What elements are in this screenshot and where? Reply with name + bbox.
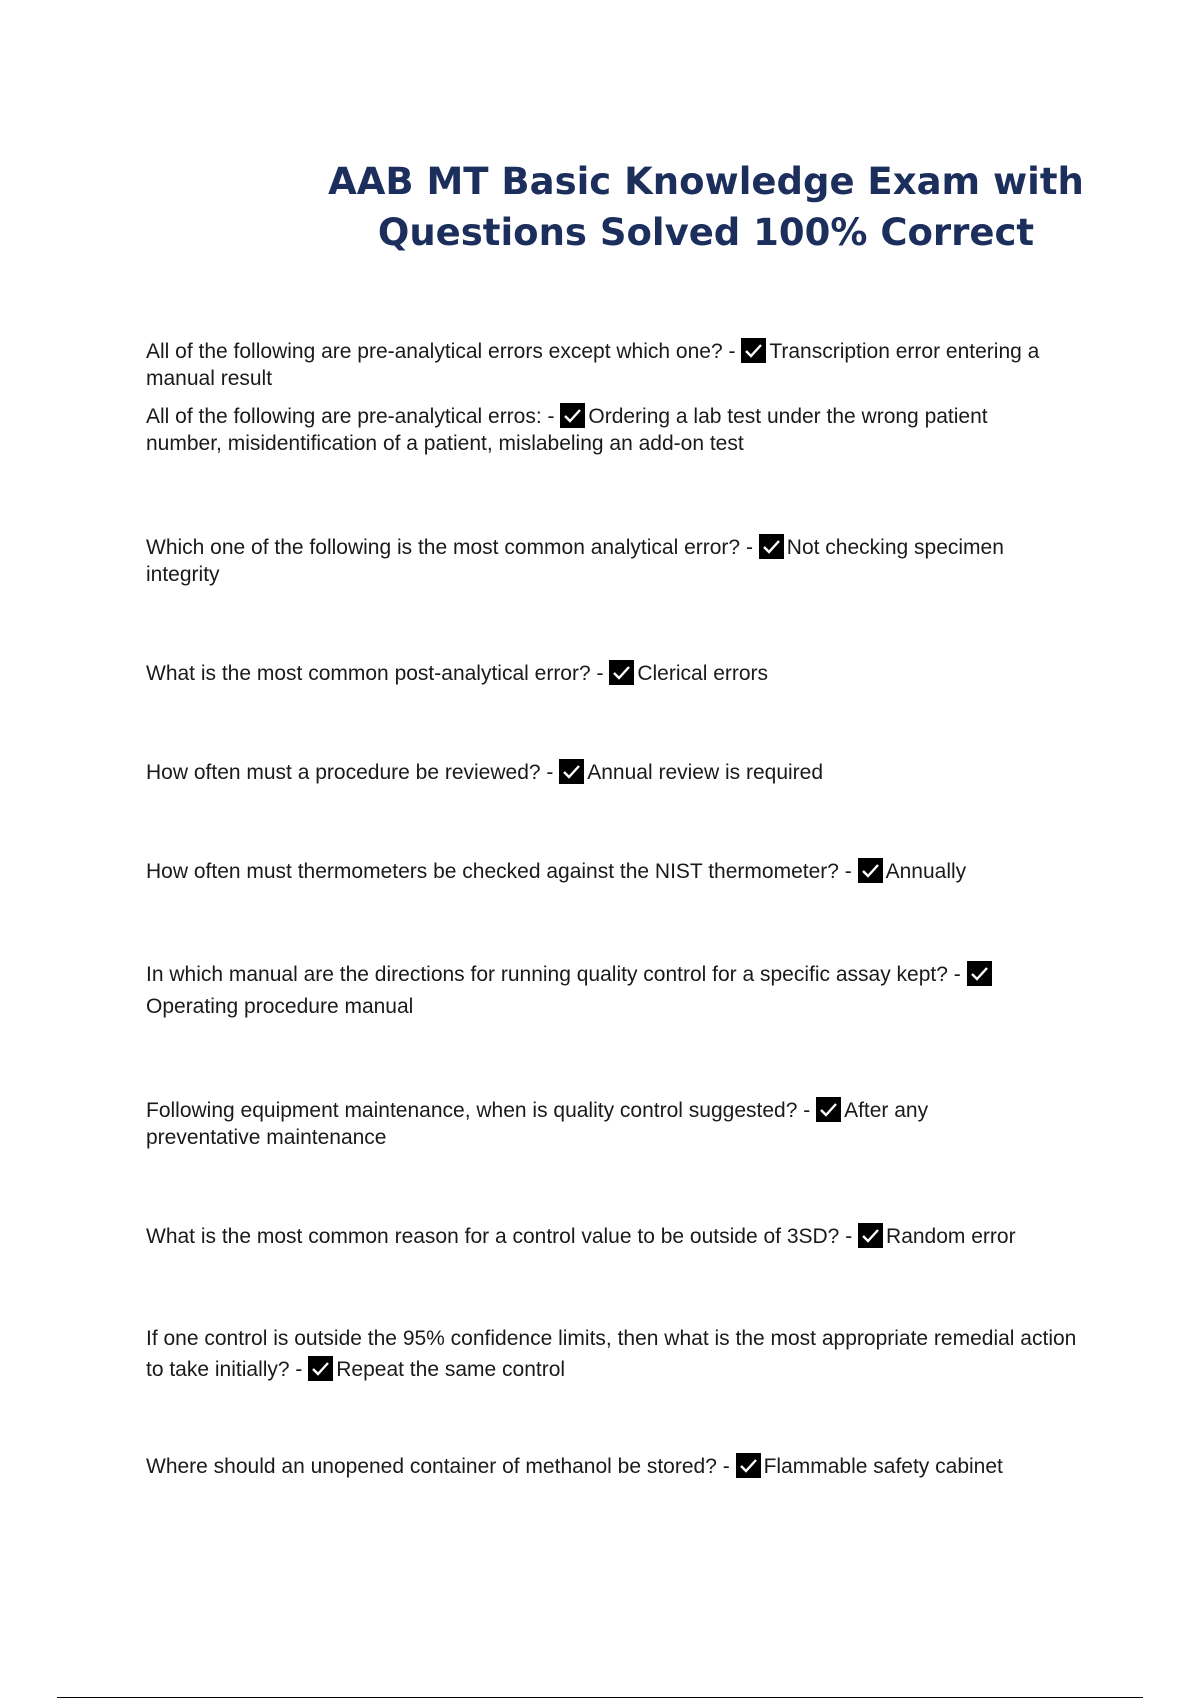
separator: - — [722, 340, 742, 363]
qa-item — [146, 759, 1096, 786]
separator: - — [540, 761, 560, 784]
checkmark-icon — [736, 1453, 761, 1478]
separator: - — [838, 860, 858, 883]
page-title: AAB MT Basic Knowledge Exam with Questions Solved 100% Correct — [328, 160, 1084, 254]
qa-item — [146, 1453, 1106, 1480]
checkmark-icon — [308, 1356, 333, 1381]
checkmark-icon — [858, 858, 883, 883]
question-text: If one control is outside the 95% confidence limits, then what is the most appropriate remedial action to take initially? — [146, 1327, 1077, 1381]
separator: - — [289, 1358, 309, 1381]
separator: - — [590, 662, 610, 685]
qa-item — [146, 1323, 1086, 1385]
qa-item — [146, 403, 1006, 457]
answer-text: Annually — [885, 860, 967, 883]
qa-item — [146, 338, 1096, 392]
answer-text: Transcription error entering a manual result — [146, 340, 1040, 390]
question-text: Which one of the following is the most common analytical error? — [146, 536, 741, 559]
separator: - — [716, 1455, 736, 1478]
checkmark-icon — [967, 961, 992, 986]
separator: - — [839, 1225, 859, 1248]
checkmark-icon — [609, 660, 634, 685]
answer-text: After any preventative maintenance — [146, 1099, 929, 1149]
separator: - — [797, 1099, 817, 1122]
separator: - — [541, 405, 561, 428]
question-text: In which manual are the directions for running quality control for a specific assay kept? — [146, 963, 948, 986]
qa-item — [146, 534, 1006, 588]
qa-item — [146, 660, 1096, 687]
answer-text: Operating procedure manual — [146, 995, 414, 1018]
checkmark-icon — [559, 759, 584, 784]
separator: - — [740, 536, 759, 559]
answer-text: Repeat the same control — [336, 1358, 566, 1381]
answer-text: Clerical errors — [637, 662, 769, 685]
answer-text: Annual review is required — [587, 761, 824, 784]
question-text: How often must thermometers be checked against the NIST thermometer? — [146, 860, 839, 883]
qa-item — [146, 1223, 1106, 1250]
checkmark-icon — [741, 338, 766, 363]
answer-text: Not checking specimen integrity — [146, 536, 1004, 586]
footer-divider — [57, 1697, 1143, 1698]
qa-item — [146, 858, 1096, 885]
checkmark-icon — [759, 534, 784, 559]
checkmark-icon — [816, 1097, 841, 1122]
question-text: All of the following are pre-analytical erros: — [146, 405, 542, 428]
question-text: All of the following are pre-analytical errors except which one? — [146, 340, 723, 363]
answer-text: Random error — [886, 1225, 1016, 1248]
question-text: How often must a procedure be reviewed? — [146, 761, 541, 784]
answer-text: Flammable safety cabinet — [763, 1455, 1003, 1478]
checkmark-icon — [858, 1223, 883, 1248]
question-text: Where should an unopened container of methanol be stored? — [146, 1455, 717, 1478]
qa-item — [146, 1097, 946, 1151]
qa-item — [146, 959, 1026, 1023]
question-text: What is the most common reason for a control value to be outside of 3SD? — [146, 1225, 840, 1248]
separator: - — [947, 963, 967, 986]
answer-text: Ordering a lab test under the wrong patient number, misidentification of a patient, mislabeling an add-on test — [146, 405, 988, 455]
question-text: What is the most common post-analytical error? — [146, 662, 591, 685]
checkmark-icon — [560, 403, 585, 428]
question-text: Following equipment maintenance, when is quality control suggested? — [146, 1099, 798, 1122]
